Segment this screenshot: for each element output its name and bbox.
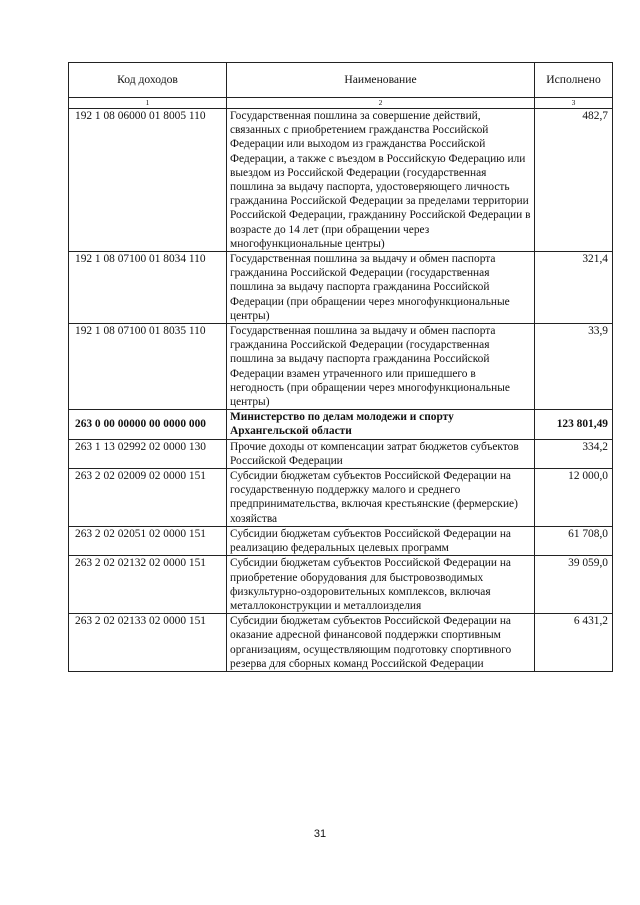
header-executed: Исполнено — [535, 63, 613, 98]
column-number-3: 3 — [535, 98, 613, 109]
row-name: Субсидии бюджетам субъектов Российской Федерации на государственную поддержку малого и среднего предпринимательства, включая крестьянские (фермерские) хозяйства — [227, 469, 535, 527]
header-code: Код доходов — [69, 63, 227, 98]
revenue-table — [68, 62, 613, 672]
row-value: 6 431,2 — [535, 614, 613, 672]
row-name: Государственная пошлина за совершение действий, связанных с приобретением гражданства Российской Федерации или выходом из гражданства Российской Федерации, а также с въездом в Российскую Федерацию или выездом из Российской Федерации (государственная пошлина за выдачу паспорта, удостоверяющего личность гражданина Российской Федерации за пределами территории Российской Федерации, гражданину Российской Федерации в возрасте до 14 лет (при обращении через многофункциональные центры) — [227, 109, 535, 252]
table-row — [69, 526, 613, 555]
row-code: 192 1 08 07100 01 8035 110 — [69, 324, 227, 410]
row-name: Субсидии бюджетам субъектов Российской Федерации на оказание адресной финансовой поддержки спортивным организациям, осуществляющим подготовку спортивного резерва для сборных команд Российской Федерации — [227, 614, 535, 672]
row-code: 263 0 00 00000 00 0000 000 — [69, 410, 227, 439]
row-code: 192 1 08 07100 01 8034 110 — [69, 252, 227, 324]
table-row — [69, 324, 613, 410]
row-code: 263 1 13 02992 02 0000 130 — [69, 439, 227, 468]
table-row — [69, 252, 613, 324]
column-number-2: 2 — [227, 98, 535, 109]
row-name: Государственная пошлина за выдачу и обмен паспорта гражданина Российской Федерации (государственная пошлина за выдачу паспорта гражданина Российской Федерации (при обращении через многофункциональные центры) — [227, 252, 535, 324]
header-row — [69, 63, 613, 98]
table-row — [69, 410, 613, 439]
row-value: 12 000,0 — [535, 469, 613, 527]
row-code: 263 2 02 02051 02 0000 151 — [69, 526, 227, 555]
table-row — [69, 469, 613, 527]
table-row — [69, 439, 613, 468]
row-value: 321,4 — [535, 252, 613, 324]
row-code: 263 2 02 02009 02 0000 151 — [69, 469, 227, 527]
row-value: 61 708,0 — [535, 526, 613, 555]
table-row — [69, 109, 613, 252]
column-number-1: 1 — [69, 98, 227, 109]
row-code: 192 1 08 06000 01 8005 110 — [69, 109, 227, 252]
row-code: 263 2 02 02132 02 0000 151 — [69, 556, 227, 614]
row-name: Субсидии бюджетам субъектов Российской Федерации на приобретение оборудования для быстровозводимых физкультурно-оздоровительных комплексов, включая металлоконструкции и металлоизделия — [227, 556, 535, 614]
row-value: 39 059,0 — [535, 556, 613, 614]
row-name: Государственная пошлина за выдачу и обмен паспорта гражданина Российской Федерации (государственная пошлина за выдачу паспорта гражданина Российской Федерации взамен утраченного или пришедшего в негодность (при обращении через многофункциональные центры) — [227, 324, 535, 410]
row-value: 123 801,49 — [535, 410, 613, 439]
column-number-row — [69, 98, 613, 109]
header-name: Наименование — [227, 63, 535, 98]
page-number: 31 — [313, 828, 327, 840]
row-name: Субсидии бюджетам субъектов Российской Федерации на реализацию федеральных целевых программ — [227, 526, 535, 555]
row-name: Министерство по делам молодежи и спорту Архангельской области — [227, 410, 535, 439]
row-value: 334,2 — [535, 439, 613, 468]
row-name: Прочие доходы от компенсации затрат бюджетов субъектов Российской Федерации — [227, 439, 535, 468]
row-value: 482,7 — [535, 109, 613, 252]
row-value: 33,9 — [535, 324, 613, 410]
table-row — [69, 614, 613, 672]
table-row — [69, 556, 613, 614]
row-code: 263 2 02 02133 02 0000 151 — [69, 614, 227, 672]
